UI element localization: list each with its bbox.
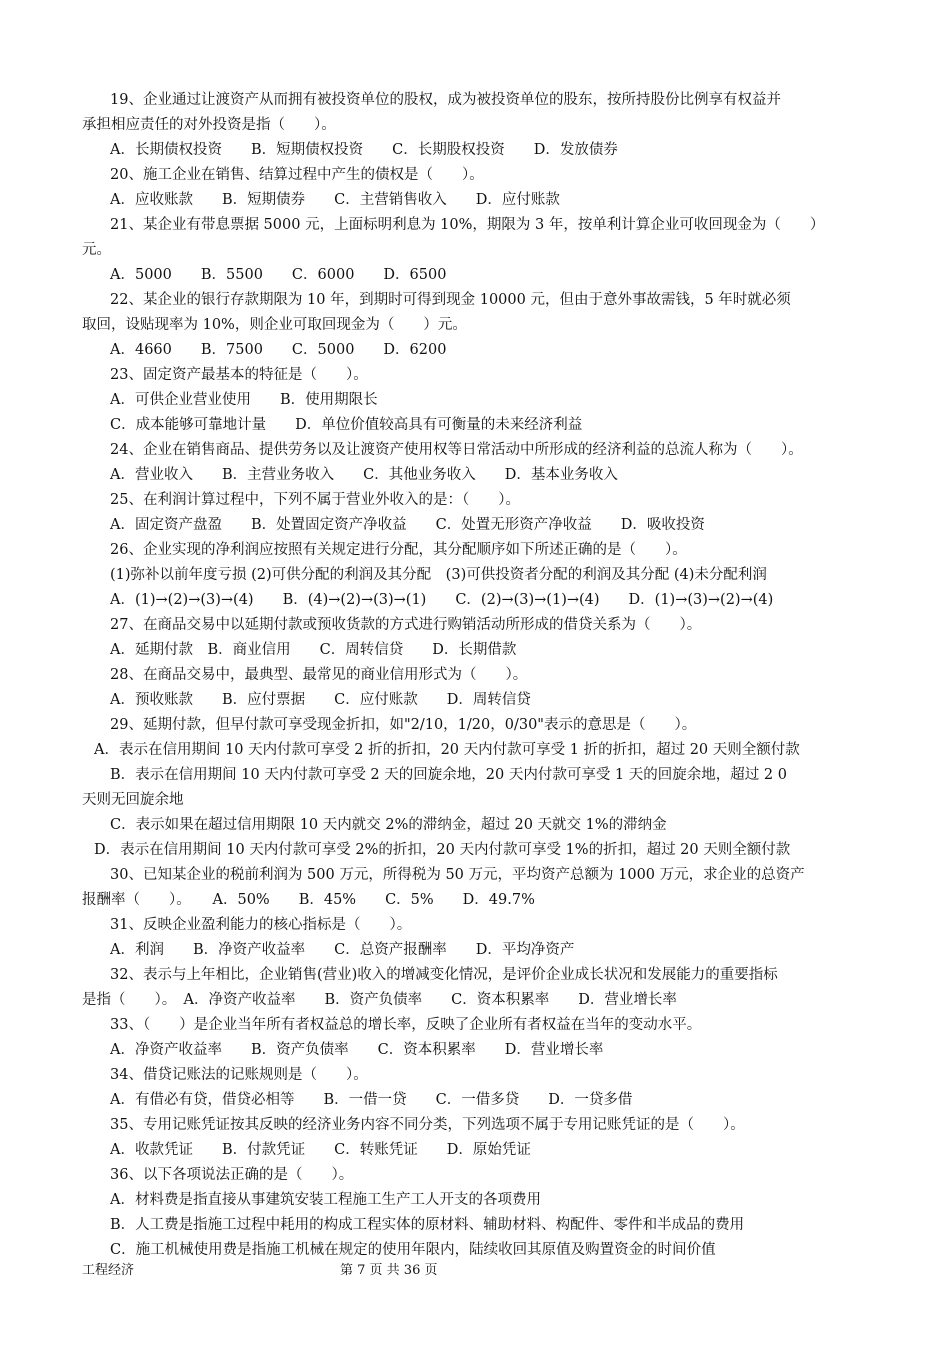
question-24-options: A．营业收入 B．主营业务收入 C．其他业务收入 D．基本业务收入 (110, 467, 618, 483)
question-25-options: A．固定资产盘盈 B．处置固定资产净收益 C．处置无形资产净收益 D．吸收投资 (110, 517, 705, 533)
question-27-options: A．延期付款 B．商业信用 C．周转信贷 D．长期借款 (110, 642, 517, 658)
question-32-stem-cont: 是指（ ）。 A．净资产收益率 B．资产负债率 C．资本积累率 D．营业增长率 (82, 992, 677, 1008)
question-34-options: A．有借必有贷，借贷必相等 B．一借一贷 C．一借多贷 D．一贷多借 (110, 1092, 633, 1108)
question-33-stem: 33、（ ）是企业当年所有者权益总的增长率，反映了企业所有者权益在当年的变动水平。 (110, 1017, 702, 1033)
question-35-stem: 35、专用记账凭证按其反映的经济业务内容不同分类，下列选项不属于专用记账凭证的是（ ）。 (110, 1117, 745, 1133)
question-28-stem: 28、在商品交易中，最典型、最常见的商业信用形式为（ ）。 (110, 667, 528, 683)
question-21-options: A．5000 B．5500 C．6000 D．6500 (110, 267, 447, 283)
question-22-stem-cont: 取回，设贴现率为 10%，则企业可取回现金为（ ）元。 (82, 317, 467, 333)
question-22-options: A．4660 B．7500 C．5000 D．6200 (110, 342, 447, 358)
question-34-stem: 34、借贷记账法的记账规则是（ ）。 (110, 1067, 368, 1083)
question-29-stem: 29、延期付款，但早付款可享受现金折扣，如"2/10，1/20，0/30"表示的意思是（ ）。 (110, 717, 697, 733)
question-27-stem: 27、在商品交易中以延期付款或预收货款的方式进行购销活动所形成的借贷关系为（ ）。 (110, 617, 702, 633)
question-23-stem: 23、固定资产最基本的特征是（ ）。 (110, 367, 368, 383)
question-26-stem: 26、企业实现的净利润应按照有关规定进行分配，其分配顺序如下所述正确的是（ ）。 (110, 542, 687, 558)
question-36-stem: 36、以下各项说法正确的是（ ）。 (110, 1167, 354, 1183)
question-29-option-b: B．表示在信用期间 10 天内付款可享受 2 天的回旋余地，20 天内付款可享受 1 天的回旋余地，超过 2 0 (110, 767, 787, 783)
question-20-options: A．应收账款 B．短期债券 C．主营销售收入 D．应付账款 (110, 192, 560, 208)
question-32-stem: 32、表示与上年相比，企业销售(营业)收入的增减变化情况，是评价企业成长状况和发展能力的重要指标 (110, 967, 778, 983)
question-36-option-c: C．施工机械使用费是指施工机械在规定的使用年限内，陆续收回其原值及购置资金的时间价值 (110, 1242, 716, 1258)
question-24-stem: 24、企业在销售商品、提供劳务以及让渡资产使用权等日常活动中所形成的经济利益的总流人称为（ ）。 (110, 442, 803, 458)
question-20-stem: 20、施工企业在销售、结算过程中产生的债权是（ ）。 (110, 167, 484, 183)
question-19-options: A．长期债权投资 B．短期债权投资 C．长期股权投资 D．发放债券 (110, 142, 618, 158)
question-body (82, 88, 878, 1263)
question-31-stem: 31、反映企业盈利能力的核心指标是（ ）。 (110, 917, 412, 933)
footer-course-title: 工程经济 (82, 1263, 135, 1278)
question-30-stem: 30、已知某企业的税前利润为 500 万元，所得税为 50 万元，平均资产总额为 1000 万元，求企业的总资产 (110, 867, 805, 883)
question-23-options-1: A．可供企业营业使用 B．使用期限长 (110, 392, 378, 408)
question-25-stem: 25、在利润计算过程中，下列不属于营业外收入的是：（ ）。 (110, 492, 520, 508)
question-35-options: A．收款凭证 B．付款凭证 C．转账凭证 D．原始凭证 (110, 1142, 531, 1158)
question-29-option-d: D．表示在信用期间 10 天内付款可享受 2%的折扣，20 天内付款可享受 1%的折扣，超过 20 天则全额付款 (94, 842, 791, 858)
footer-page-number: 第 7 页 共 36 页 (340, 1263, 438, 1278)
question-22-stem: 22、某企业的银行存款期限为 10 年，到期时可得到现金 10000 元，但由于意外事故需钱，5 年时就必须 (110, 292, 791, 308)
question-21-stem: 21、某企业有带息票据 5000 元，上面标明利息为 10%，期限为 3 年，按单利计算企业可收回现金为（ ） (110, 217, 825, 233)
question-33-options: A．净资产收益率 B．资产负债率 C．资本积累率 D．营业增长率 (110, 1042, 604, 1058)
question-36-option-b: B．人工费是指施工过程中耗用的构成工程实体的原材料、辅助材料、构配件、零件和半成品的费用 (110, 1217, 745, 1233)
question-19-stem-cont: 承担相应责任的对外投资是指（ ）。 (82, 117, 336, 133)
question-21-stem-cont: 元。 (82, 242, 111, 258)
question-19-stem: 19、企业通过让渡资产从而拥有被投资单位的股权，成为被投资单位的股东，按所持股份比例享有权益并 (110, 92, 781, 108)
question-26-options: A．(1)→(2)→(3)→(4) B．(4)→(2)→(3)→(1) C．(2)→(3)→(1)→(4) D．(1)→(3)→(2)→(4) (110, 592, 774, 608)
question-30-stem-cont: 报酬率（ ）。 A．50% B．45% C．5% D．49.7% (82, 892, 535, 908)
question-23-options-2: C．成本能够可靠地计量 D．单位价值较高具有可衡量的未来经济利益 (110, 417, 583, 433)
question-29-option-a: A．表示在信用期间 10 天内付款可享受 2 折的折扣，20 天内付款可享受 1 折的折扣，超过 20 天则全额付款 (94, 742, 800, 758)
question-31-options: A．利润 B．净资产收益率 C．总资产报酬率 D．平均净资产 (110, 942, 575, 958)
question-36-option-a: A．材料费是指直接从事建筑安装工程施工生产工人开支的各项费用 (110, 1192, 541, 1208)
question-28-options: A．预收账款 B．应付票据 C．应付账款 D．周转信贷 (110, 692, 531, 708)
question-29-option-c: C．表示如果在超过信用期限 10 天内就交 2%的滞纳金，超过 20 天就交 1%的滞纳金 (110, 817, 667, 833)
question-26-items: (1)弥补以前年度亏损 (2)可供分配的利润及其分配 (3)可供投资者分配的利润及其分配 (4)未分配利润 (110, 567, 767, 583)
question-29-option-b-cont: 天则无回旋余地 (82, 792, 184, 808)
